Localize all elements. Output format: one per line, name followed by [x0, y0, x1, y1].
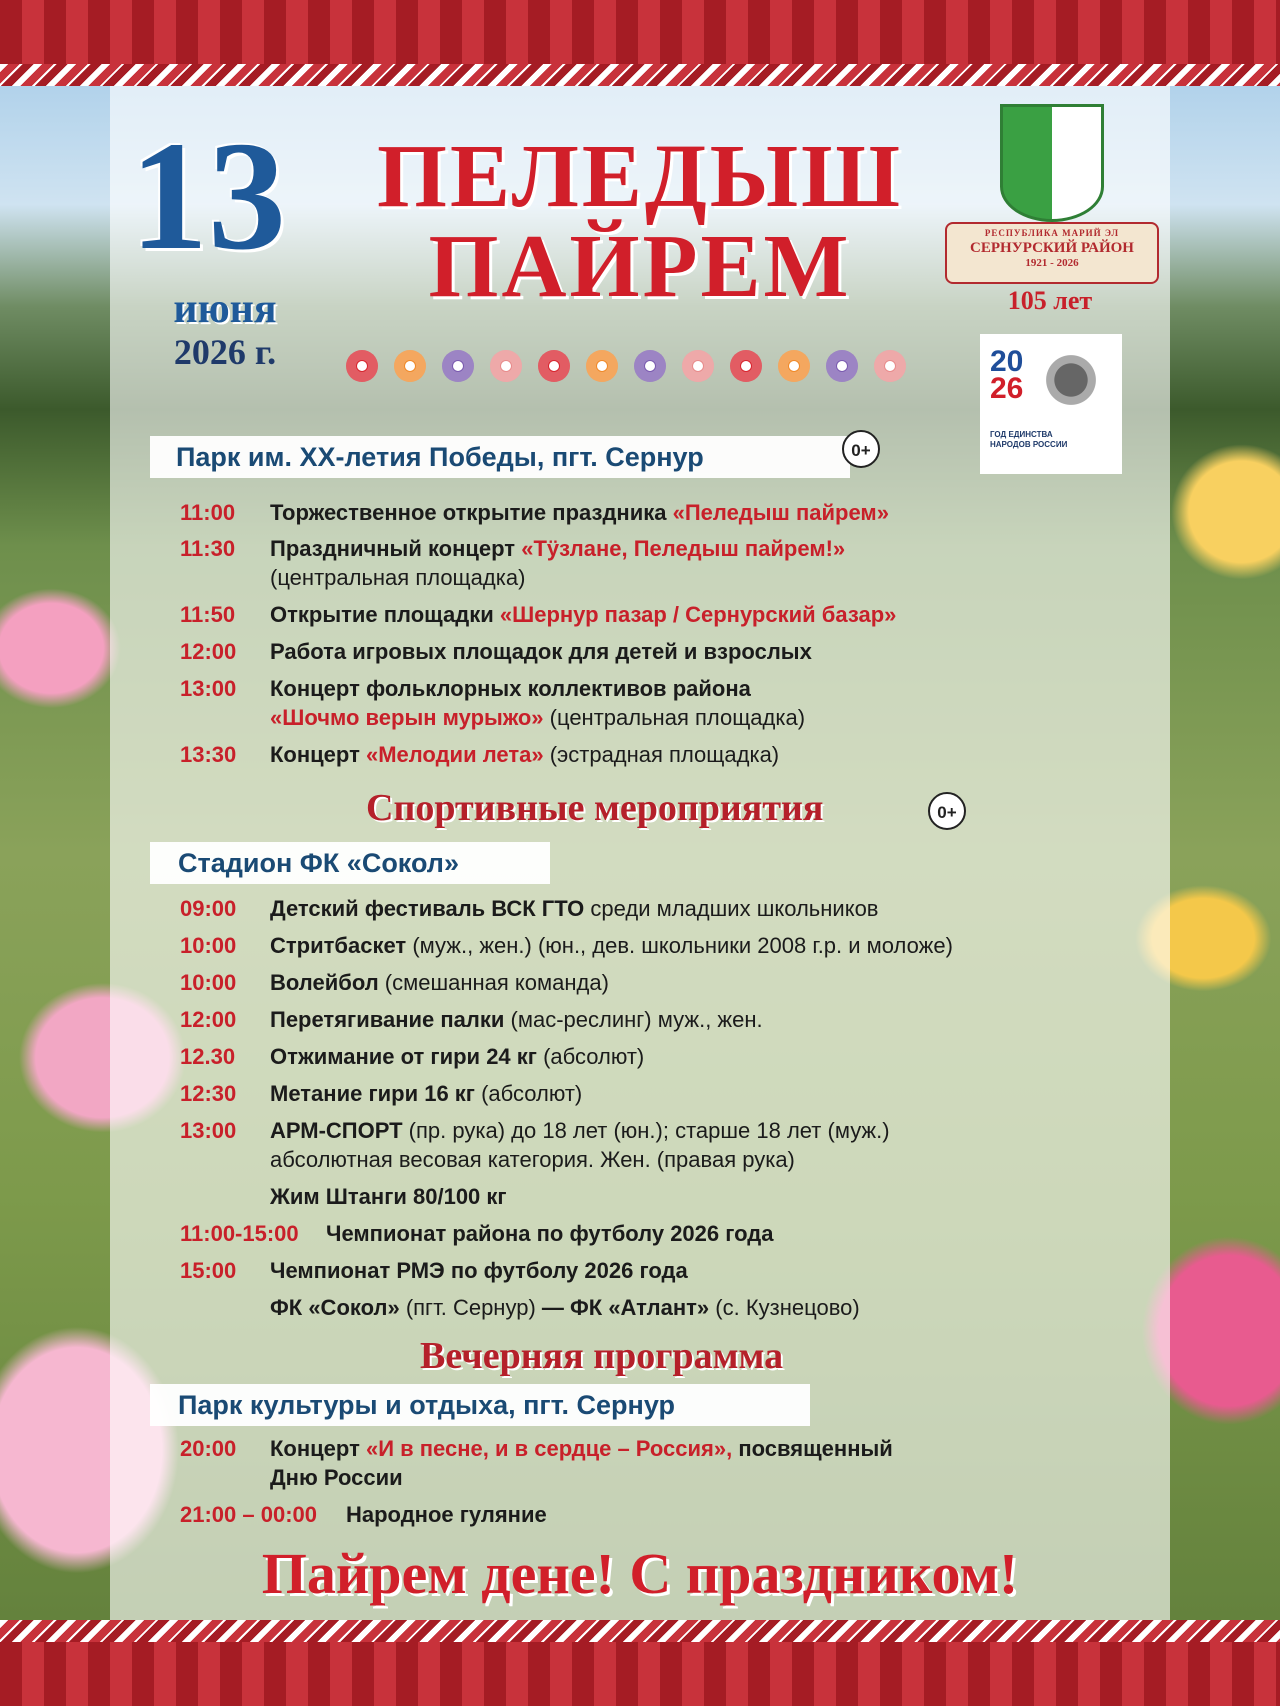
row-time: 11:50 — [180, 602, 236, 627]
row-time: 12.30 — [180, 1044, 236, 1069]
row-text: Работа игровых площадок для детей и взрослых — [270, 639, 812, 664]
district-emblem-icon — [1000, 104, 1104, 222]
flower-row — [346, 350, 906, 382]
row-text: АРМ-СПОРТ — [270, 1118, 403, 1143]
ribbon-district: СЕРНУРСКИЙ РАЙОН — [970, 240, 1134, 256]
row-note: (муж., жен.) (юн., дев. школьники 2008 г.р. и моложе) — [406, 933, 953, 958]
date-year: 2026 г. — [173, 332, 277, 372]
ornament-border-top — [0, 0, 1280, 86]
row-note: (абсолют) — [474, 1081, 583, 1106]
row-text: Концерт — [270, 1436, 366, 1461]
venue-3: Парк культуры и отдыха, пгт. Сернур — [178, 1390, 675, 1420]
ribbon-years: 1921 - 2026 — [1025, 257, 1079, 269]
flower-icon — [874, 350, 906, 382]
row-time: 11:30 — [180, 536, 236, 561]
row-text: Перетягивание палки — [270, 1007, 505, 1032]
unity-year-logo — [980, 334, 1122, 474]
row-text: Торжественное открытие праздника — [270, 500, 673, 525]
date-month: июня — [173, 286, 277, 332]
row-time: 11:00-15:00 — [180, 1221, 299, 1246]
flower-icon — [634, 350, 666, 382]
row-quote: «Шернур пазар / Сернурский базар» — [499, 602, 897, 627]
flower-icon — [778, 350, 810, 382]
row-time: 09:00 — [180, 896, 237, 921]
row-quote: «Шочмо верын мурыжо» — [270, 705, 544, 730]
logo-caption — [990, 430, 1067, 449]
logo-caption-line2: НАРОДОВ РОССИИ — [990, 439, 1068, 449]
row-time: 20:00 — [180, 1436, 237, 1461]
row-note: (пр. рука) до 18 лет (юн.); старше 18 лет (муж.) — [402, 1118, 890, 1143]
row-note: (пгт. Сернур) — [399, 1295, 542, 1320]
row-text: Концерт — [270, 742, 366, 767]
flower-icon — [490, 350, 522, 382]
monument-icon — [1036, 352, 1106, 422]
row-text: Открытие площадки — [270, 602, 500, 627]
row-text: Метание гири 16 кг — [270, 1081, 475, 1106]
row-time: 13:00 — [180, 1118, 237, 1143]
venue-2: Стадион ФК «Сокол» — [178, 848, 459, 878]
row-note-2: (с. Кузнецово) — [709, 1295, 860, 1320]
logo-year-bottom: 26 — [990, 372, 1024, 405]
age-rating-badge-2: 0+ — [928, 792, 966, 830]
venue-1: Парк им. XX-летия Победы, пгт. Сернур — [176, 442, 704, 472]
row-text: Чемпионат РМЭ по футболу 2026 года — [270, 1258, 688, 1283]
age-rating-badge-1: 0+ — [842, 430, 880, 468]
title-line-2: ПАЙРЕМ — [428, 217, 852, 316]
flower-icon — [730, 350, 762, 382]
row-quote: «И в песне, и в сердце – Россия», — [365, 1436, 733, 1461]
district-ribbon — [945, 222, 1159, 284]
logo-caption-line1: ГОД ЕДИНСТВА — [990, 430, 1053, 439]
date-day: 13 — [130, 109, 286, 282]
row-note: (смешанная команда) — [378, 970, 609, 995]
row-time: 12:00 — [180, 639, 237, 664]
row-text: Отжимание от гири 24 кг — [270, 1044, 537, 1069]
row-time: 10:00 — [180, 970, 237, 995]
row-note: (центральная площадка) — [270, 565, 526, 590]
row-quote: «Мелодии лета» — [365, 742, 544, 767]
row-quote: «Пеледыш пайрем» — [672, 500, 889, 525]
row-time: 15:00 — [180, 1258, 237, 1283]
row-time: 12:30 — [180, 1081, 237, 1106]
row-text-after: посвященный — [732, 1436, 893, 1461]
section-heading-sports: Спортивные мероприятия — [366, 787, 824, 829]
row-time: 21:00 – 00:00 — [180, 1502, 317, 1527]
row-time: 13:30 — [180, 742, 237, 767]
row-time: 12:00 — [180, 1007, 237, 1032]
flower-icon — [682, 350, 714, 382]
row-text: Народное гуляние — [346, 1502, 547, 1527]
row-text: Жим Штанги 80/100 кг — [270, 1184, 507, 1209]
row-text-line2: Дню России — [270, 1465, 403, 1490]
row-text: Волейбол — [270, 970, 379, 995]
flower-icon — [826, 350, 858, 382]
closing-greeting: Пайрем дене! С праздником! — [261, 1541, 1019, 1606]
row-text: Детский фестиваль ВСК ГТО — [270, 896, 585, 921]
row-time: 10:00 — [180, 933, 237, 958]
row-note: (эстрадная площадка) — [543, 742, 780, 767]
row-note: (центральная площадка) — [543, 705, 806, 730]
ribbon-region: РЕСПУБЛИКА МАРИЙ ЭЛ — [984, 228, 1120, 238]
row-time: 11:00 — [180, 500, 236, 525]
row-text: Чемпионат района по футболу 2026 года — [326, 1221, 774, 1246]
row-note: (абсолют) — [536, 1044, 645, 1069]
title-line-1: ПЕЛЕДЫШ — [376, 127, 904, 226]
row-note: среди младших школьников — [584, 896, 879, 921]
flower-icon — [538, 350, 570, 382]
flower-icon — [442, 350, 474, 382]
row-note-line2: абсолютная весовая категория. Жен. (правая рука) — [270, 1147, 795, 1172]
row-text-2: — ФК «Атлант» — [541, 1295, 710, 1320]
section-heading-evening: Вечерняя программа — [420, 1335, 784, 1377]
row-time: 13:00 — [180, 676, 237, 701]
row-text: Стритбаскет — [270, 933, 407, 958]
row-text: Концерт фольклорных коллективов района — [270, 676, 751, 701]
ornament-border-bottom — [0, 1620, 1280, 1706]
row-note: (мас-реслинг) муж., жен. — [504, 1007, 763, 1032]
row-quote: «Тӱзлане, Пеледыш пайрем!» — [521, 536, 846, 561]
logo-year-top: 20 — [990, 345, 1024, 378]
flower-icon — [346, 350, 378, 382]
row-text: ФК «Сокол» — [270, 1295, 400, 1320]
flower-icon — [586, 350, 618, 382]
anniversary-label: 105 лет — [1007, 286, 1093, 315]
row-text: Праздничный концерт — [270, 536, 522, 561]
flower-icon — [394, 350, 426, 382]
